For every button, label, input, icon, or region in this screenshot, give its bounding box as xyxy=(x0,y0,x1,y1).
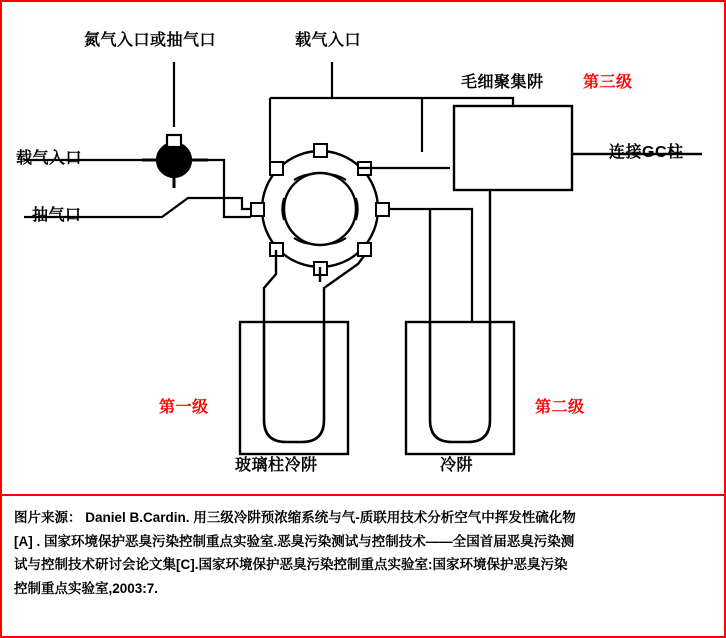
stage-two-assembly xyxy=(406,190,514,454)
label-cold-trap: 冷阱 xyxy=(440,457,474,474)
source-line: 控制重点实验室,2003:7. xyxy=(14,580,159,596)
label-stage-three: 第三级 xyxy=(583,74,633,91)
capillary-focus-trap-box xyxy=(454,106,572,190)
valve-ports xyxy=(251,144,389,275)
source-line: 试与控制技术研讨会论文集[C].国家环境保护恶臭污染控制重点实验室:国家环境保护恶臭污染 xyxy=(14,557,568,573)
four-way-valve xyxy=(142,135,208,188)
label-capillary-focus-trap: 毛细聚集阱 xyxy=(461,74,544,91)
label-stage-one: 第一级 xyxy=(159,399,209,416)
label-glass-column-cold-trap: 玻璃柱冷阱 xyxy=(235,457,318,474)
source-line: [A] . 国家环境保护恶臭污染控制重点实验室.恶臭污染测试与控制技术——全国首届恶臭污染测 xyxy=(14,533,575,549)
section-divider xyxy=(2,494,724,496)
source-line: 图片来源： Daniel B.Cardin. 用三级冷阱预浓缩系统与气-质联用技术分析空气中挥发性硫化物 xyxy=(14,510,576,525)
stage-one-assembly xyxy=(240,250,364,454)
gas-lines xyxy=(174,62,702,322)
source-citation xyxy=(2,498,724,601)
diagram-area xyxy=(2,2,724,494)
label-carrier-gas-inlet-top: 载气入口 xyxy=(295,32,362,49)
label-carrier-gas-inlet-left: 载气入口 xyxy=(16,150,83,167)
label-gc-column: 连接GC柱 xyxy=(609,144,684,161)
label-pump-outlet: 抽气口 xyxy=(32,207,82,224)
label-nitrogen-inlet: 氮气入口或抽气口 xyxy=(84,32,217,49)
label-stage-two: 第二级 xyxy=(535,399,585,416)
